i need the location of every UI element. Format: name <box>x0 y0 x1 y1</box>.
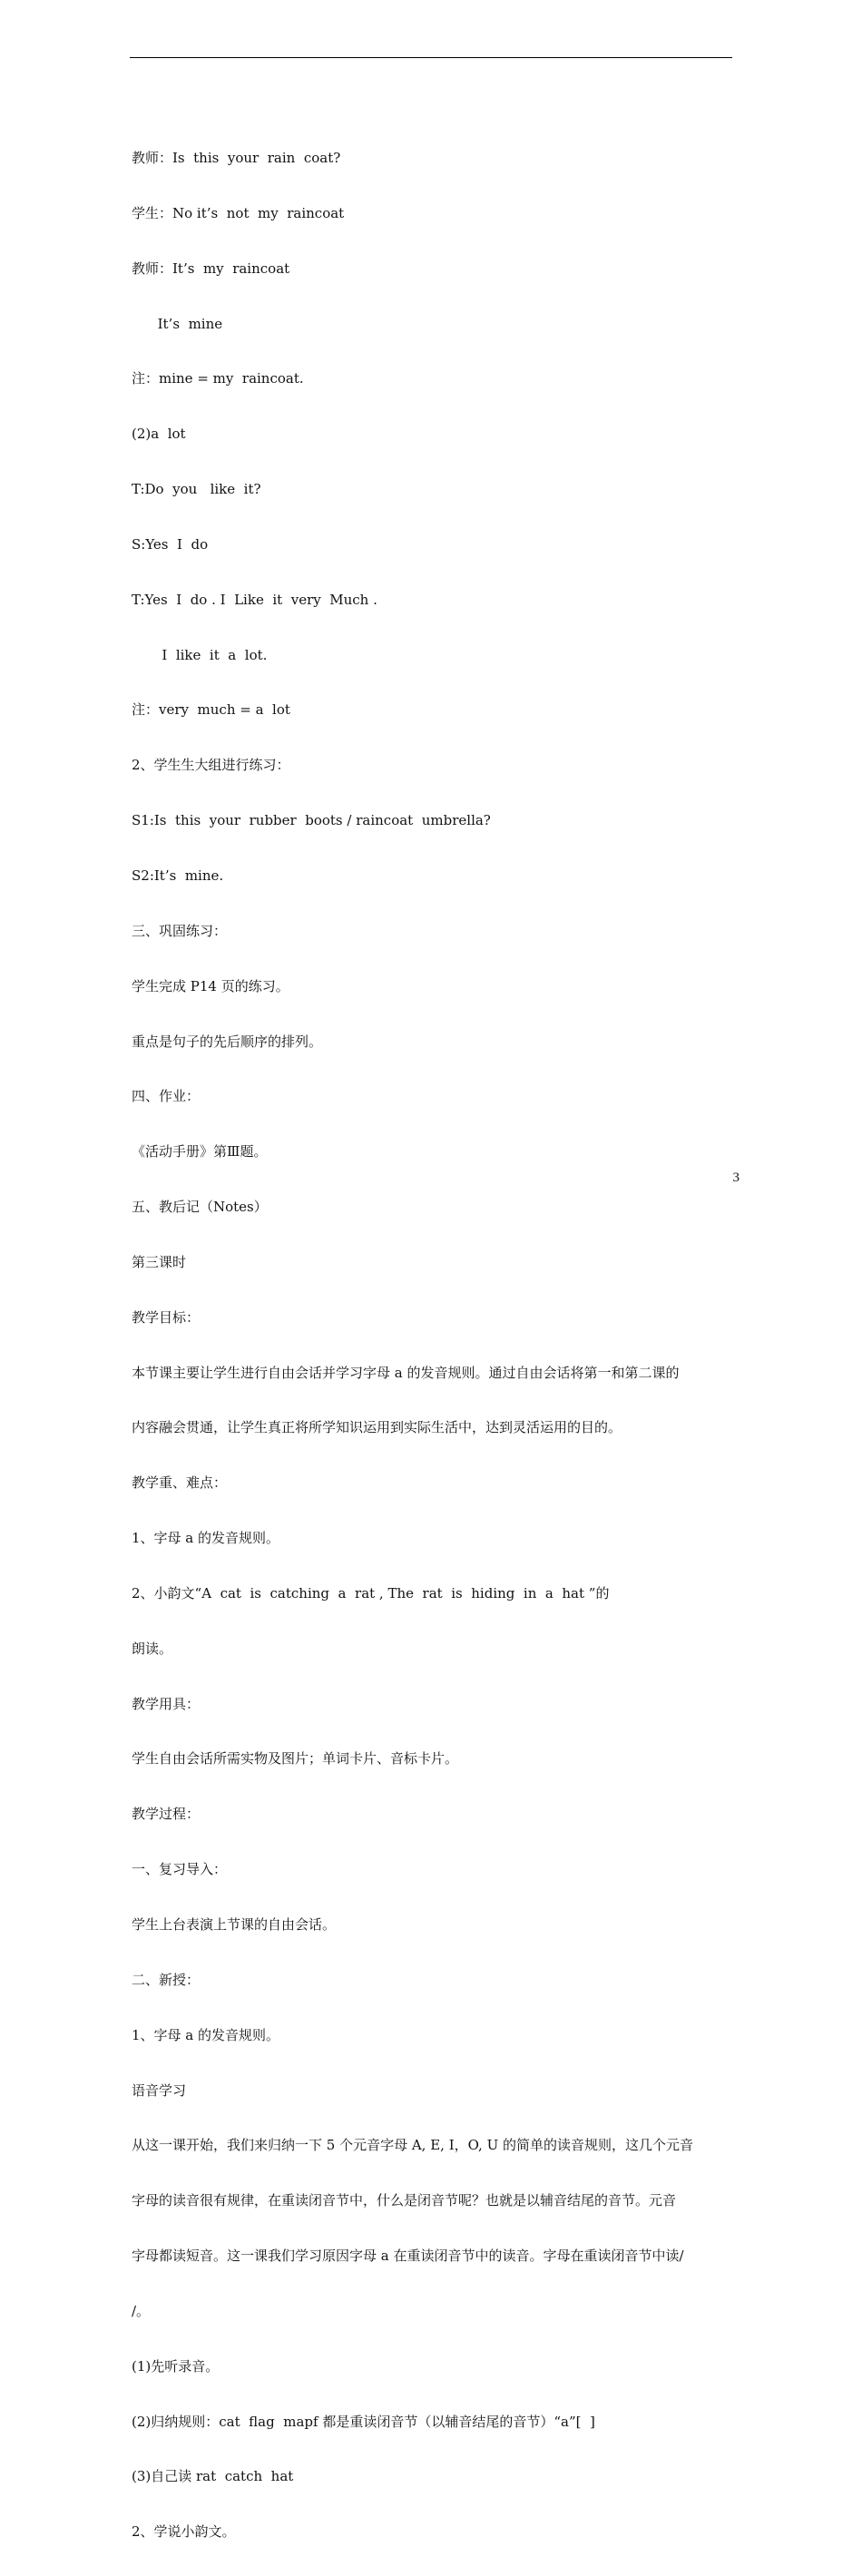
text-line: /。 <box>132 2302 151 2319</box>
text-line: 教学用具： <box>132 1695 201 1712</box>
text-line: 学生：No it’s not my raincoat <box>132 204 345 221</box>
text-line: 教学重、难点： <box>132 1474 228 1492</box>
text-line: S1:Is this your rubber boots / raincoat umbrella? <box>132 812 491 829</box>
text-line: 二、新授： <box>132 1971 201 1988</box>
text-line: 四、作业： <box>132 1088 201 1105</box>
text-line: 注：mine = my raincoat. <box>132 370 304 387</box>
body-text <box>132 114 734 2576</box>
text-line: 注：very much = a lot <box>132 701 290 719</box>
text-line: 学生上台表演上节课的自由会话。 <box>132 1916 337 1933</box>
text-line: S:Yes I do <box>132 535 209 553</box>
text-line: 2、学说小韵文。 <box>132 2523 236 2541</box>
text-line: 第三课时 <box>132 1253 187 1270</box>
text-line: 从这一课开始，我们来归纳一下 5 个元音字母 A, E, I，O, U 的简单的读音规则，这几个元音 <box>132 2137 693 2154</box>
text-line: 一、复习导入： <box>132 1861 228 1878</box>
text-line: S2:It’s mine. <box>132 867 224 884</box>
text-line: 教学目标： <box>132 1308 201 1326</box>
text-line: 三、巩固练习： <box>132 922 228 939</box>
text-line: 字母的读音很有规律，在重读闭音节中，什么是闭音节呢？也就是以辅音结尾的音节。元音 <box>132 2192 677 2209</box>
text-line: 学生自由会话所需实物及图片；单词卡片、音标卡片。 <box>132 1750 459 1768</box>
text-line: T:Do you like it? <box>132 481 261 498</box>
text-line: 内容融会贯通，让学生真正将所学知识运用到实际生活中，达到灵活运用的目的。 <box>132 1419 622 1436</box>
text-line: 语音学习 <box>132 2081 187 2099</box>
text-line: (2)a lot <box>132 426 186 443</box>
text-line: (1)先听录音。 <box>132 2357 220 2375</box>
text-line: 朗读。 <box>132 1640 173 1657</box>
text-line: (3)自己读 rat catch hat <box>132 2468 294 2485</box>
text-line: 1、字母 a 的发音规则。 <box>132 2026 280 2043</box>
text-line: 2、学生生大组进行练习： <box>132 757 290 774</box>
page-number: 3 <box>732 1170 740 1185</box>
text-line: T:Yes I do . I Like it very Much . <box>132 591 377 608</box>
text-line: 五、教后记（Notes） <box>132 1199 268 1216</box>
text-line: 《活动手册》第Ⅲ题。 <box>132 1143 268 1161</box>
text-line: 字母都读短音。这一课我们学习原因字母 a 在重读闭音节中的读音。字母在重读闭音节中读/ <box>132 2248 684 2265</box>
text-line: 2、小韵文“A cat is catching a rat , The rat is hiding in a hat ”的 <box>132 1584 610 1601</box>
text-line: 教师：Is this your rain coat? <box>132 150 341 166</box>
text-line: 教学过程： <box>132 1806 201 1823</box>
text-line: 1、字母 a 的发音规则。 <box>132 1530 280 1547</box>
text-line: 本节课主要让学生进行自由会话并学习字母 a 的发音规则。通过自由会话将第一和第二课的 <box>132 1364 680 1381</box>
text-line: (2)归纳规则：cat flag mapf 都是重读闭音节（以辅音结尾的音节）“a”[ ] <box>132 2413 595 2430</box>
text-line: 重点是句子的先后顺序的排列。 <box>132 1033 323 1050</box>
text-line: I like it a lot. <box>132 646 268 663</box>
header-rule <box>130 57 732 58</box>
text-line: 教师：It’s my raincoat <box>132 260 290 277</box>
text-line: It’s mine <box>132 315 223 332</box>
text-line: 学生完成 P14 页的练习。 <box>132 977 289 994</box>
